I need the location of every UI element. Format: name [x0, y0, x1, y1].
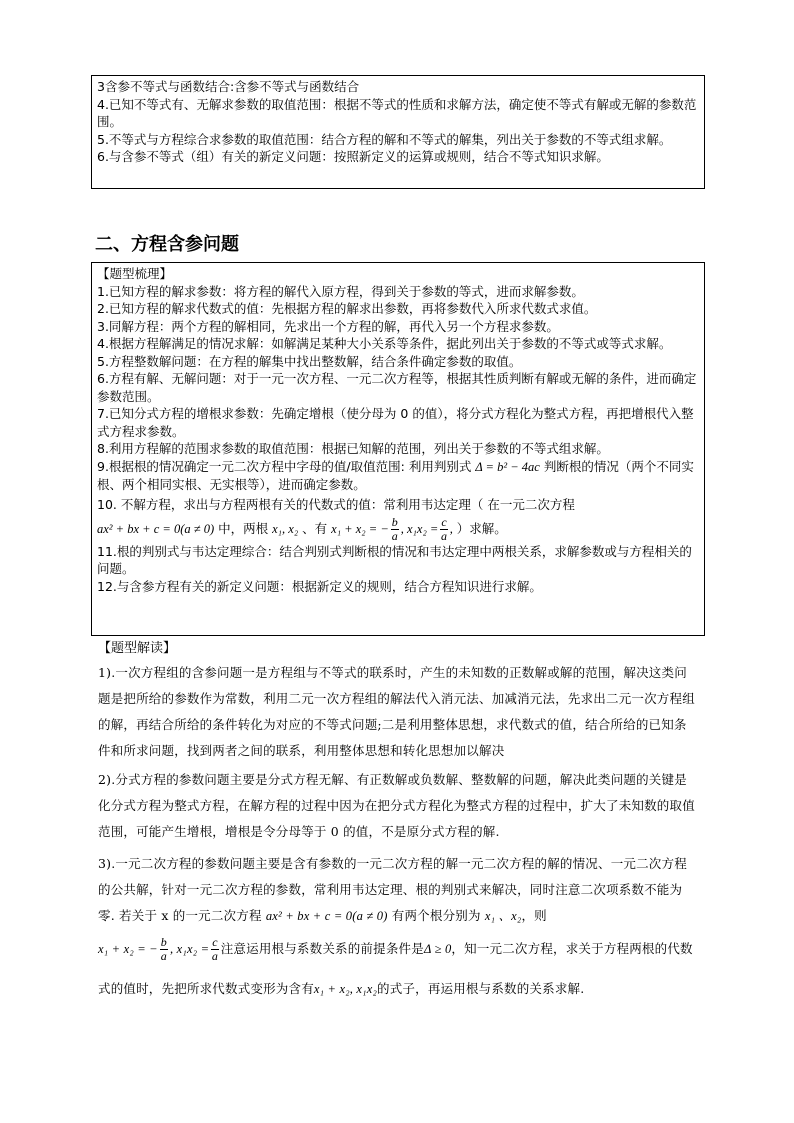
roots-symbol: x₁, x₂ [272, 521, 299, 536]
formula-tail: , [449, 521, 453, 536]
list-item: 3.同解方程：两个方程的解相同，先求出一个方程的解，再代入另一个方程求参数。 [97, 318, 559, 334]
p3-text-c: ，则 [521, 908, 547, 923]
list-item: 5.不等式与方程综合求参数的取值范围：结合方程的解和不等式的解集，列出关于参数的不等式组求解。 [97, 131, 672, 147]
p3-text-e: ，知一元二次方程，求关于方程两根的代数式的值时，先把所求代数式变形为含有 [98, 941, 693, 996]
fraction-denominator: a [441, 528, 448, 543]
p3-text-d: 注意运用根与系数关系的前提条件是 [220, 941, 424, 956]
p3-text-f: 的式子，再运用根与系数的关系求解. [377, 981, 585, 996]
vieta-line [98, 929, 698, 1009]
item10-text-a: 10. 不解方程，求出与方程两根有关的代数式的值：常利用韦达定理（ 在一元二次方程 [97, 496, 575, 512]
quadratic-equation: ax² + bx + c = 0(a ≠ 0) [97, 521, 215, 536]
equation-summary-box [91, 262, 705, 636]
fraction-denominator: a [211, 949, 219, 963]
fraction-b-over-a [391, 516, 399, 543]
list-item: 4.已知不等式有、无解求参数的取值范围：根据不等式的性质和求解方法，确定使不等式有解或无解的参数范围。 [97, 96, 697, 129]
paragraph-quadratic-equations [98, 851, 698, 1009]
sum-product-expression: x₁ + x₂, x₁x₂ [313, 982, 378, 996]
product-formula: , x₁x₂ = [400, 521, 439, 536]
section-heading: 二、方程含参问题 [95, 234, 239, 255]
item9-text-a: 9.根据根的情况确定一元二次方程中字母的值/取值范围: 利用判别式 [97, 458, 472, 474]
sum-formula: x₁ + x₂ = − [331, 521, 389, 536]
fraction-c-over-a [211, 936, 219, 963]
list-item-10 [97, 494, 699, 543]
paragraph-linear-systems: 1).一次方程组的含参问题一是方程组与不等式的联系时，产生的未知数的正数解或解的范围，解决这类问题是把所给的参数作为常数，利用二元一次方程组的解法代入消元法、加减消元法，先求出二元一次方程组的解，再结合所给的条件转化为对应的不等式问题;二是利用整体思想，求代数式的值，结合所给的已知条件和所求问题，找到两者之间的联系，利用整体思想和转化思想加以解决 [98, 665, 695, 758]
discriminant-formula: Δ = b² − 4ac [475, 459, 540, 474]
sum-formula: x₁ + x₂ = − [98, 942, 158, 956]
paragraph-fractional-equations: 2).分式方程的参数问题主要是分式方程无解、有正数解或负数解、整数解的问题，解决此类问题的关键是化分式方程为整式方程，在解方程的过程中因为在把分式方程化为整式方程的过程中，扩大了未知数的取值范围，可能产生增根，增根是令分母等于 0 的值，不是原分式方程的解. [98, 772, 695, 839]
quadratic-equation: ax² + bx + c = 0(a ≠ 0) [265, 909, 388, 923]
list-item: 7.已知分式方程的增根求参数：先确定增根（使分母为 0 的值），将分式方程化为整式方程，再把增根代入整式方程求参数。 [97, 406, 694, 439]
list-item: 4.根据方程解满足的情况求解：如解满足某种大小关系等条件，据此列出关于参数的不等式或等式求解。 [97, 336, 672, 351]
fraction-denominator: a [160, 949, 167, 963]
list-item: 11.根的判别式与韦达定理综合：结合判别式判断根的情况和韦达定理中两根关系，求解参数或与方程相关的问题。 [97, 543, 692, 576]
fraction-numerator: b [391, 514, 398, 529]
list-item-9 [97, 458, 699, 494]
item10-text-c: 、有 [302, 520, 328, 536]
list-item: 6.方程有解、无解问题：对于一元一次方程、一元二次方程等，根据其性质判断有解或无解的条件，进而确定参数范围。 [97, 371, 697, 404]
fraction-numerator: c [441, 514, 447, 529]
interpretation-title: 【题型解读】 [98, 641, 177, 656]
fraction-numerator: c [212, 935, 218, 949]
item10-text-b: 中，两根 [218, 520, 269, 536]
fraction-b-over-a [160, 936, 168, 963]
fraction-denominator: a [391, 528, 398, 543]
list-item: 3含参不等式与函数结合:含参不等式与函数结合 [97, 79, 360, 94]
box-title: 【题型梳理】 [97, 266, 173, 281]
inequality-summary-box [91, 75, 705, 189]
delta-condition: Δ ≥ 0 [423, 942, 452, 956]
list-item: 6.与含参不等式（组）有关的新定义问题：按照新定义的运算或规则，结合不等式知识求解。 [97, 149, 609, 164]
list-item: 2.已知方程的解求代数式的值：先根据方程的解求出参数，再将参数代入所求代数式求值。 [97, 301, 597, 316]
p3-text-a: 3).一元二次方程的参数问题主要是含有参数的一元二次方程的解一元二次方程的解的情况、一元二次方程的公共解，针对一元二次方程的参数，常利用韦达定理、根的判别式来解决，同时注意二次项系数不能为零. 若关于 x 的一元二次方程 [98, 856, 687, 923]
fraction-c-over-a [440, 516, 447, 543]
roots-symbol: x₁ 、x₂ [484, 909, 522, 923]
fraction-numerator: b [160, 935, 167, 949]
list-item: 1.已知方程的解求参数：将方程的解代入原方程，得到关于参数的等式，进而求解参数。 [97, 283, 584, 299]
list-item: 5.方程整数解问题：在方程的解集中找出整数解，结合条件确定参数的取值。 [97, 353, 522, 369]
item9-text-b: 判断根的情况（两个不同实根、两个相同实根、无实根等），进而确定参数。 [97, 458, 694, 492]
item10-text-d: ）求解。 [456, 520, 507, 536]
list-item: 8.利用方程解的范围求参数的取值范围：根据已知解的范围，列出关于参数的不等式组求解。 [97, 441, 609, 456]
p3-text-b: 有两个根分别为 [391, 908, 481, 923]
product-formula: , x₁x₂ = [170, 942, 210, 956]
list-item: 12.与含参方程有关的新定义问题：根据新定义的规则，结合方程知识进行求解。 [97, 578, 542, 594]
